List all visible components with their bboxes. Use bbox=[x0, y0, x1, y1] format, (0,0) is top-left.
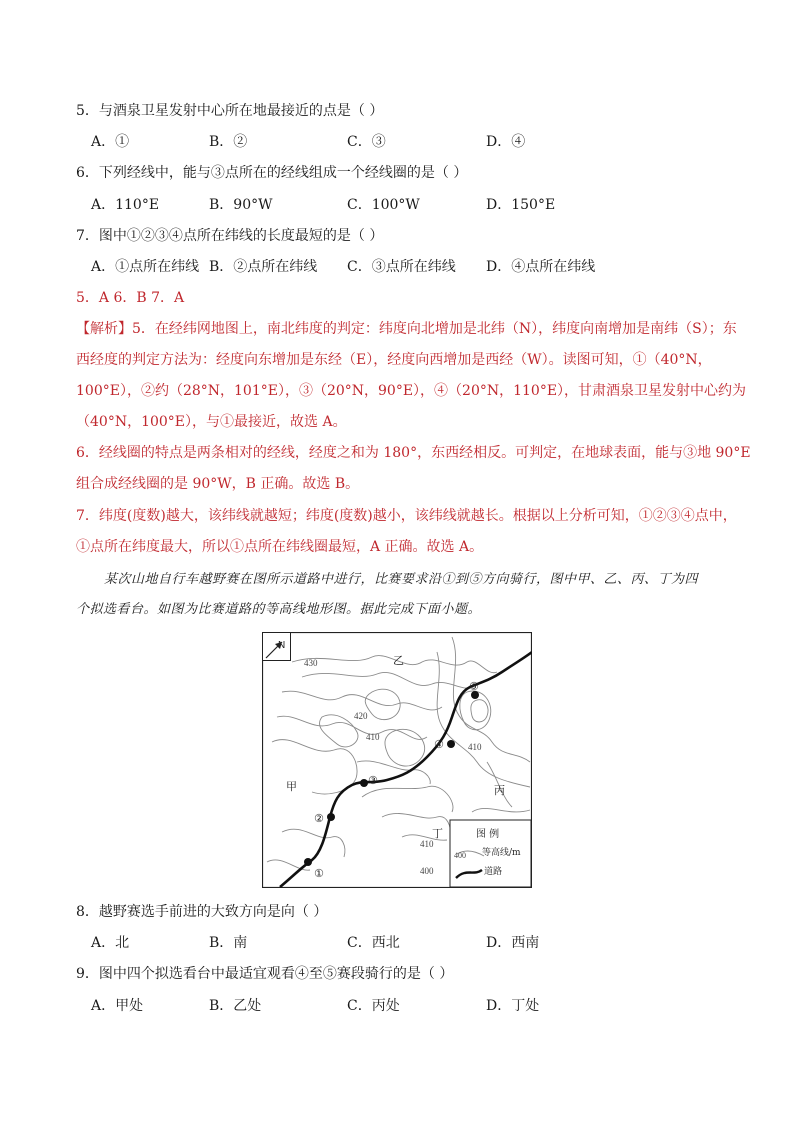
q7-option-a: A．①点所在纬线 bbox=[91, 259, 200, 275]
site-jia: 甲 bbox=[286, 780, 297, 793]
q9-option-d: D．丁处 bbox=[486, 998, 540, 1014]
contour-label-400: 400 bbox=[420, 866, 434, 876]
q8-option-b: B．南 bbox=[209, 935, 248, 951]
analysis-line-5: 6．经线圈的特点是两条相对的经线，经度之和为 180°，东西经相反。可判定，在地球表面，能与③地 90°E bbox=[76, 445, 751, 461]
passage-line-2: 个拟选看台。如图为比赛道路的等高线地形图。据此完成下面小题。 bbox=[76, 602, 482, 617]
legend-contour-value: 400 bbox=[454, 851, 466, 860]
analysis-line-7: 7．纬度(度数)越大，该纬线就越短；纬度(度数)越小，该纬线就越长。根据以上分析可知，①②③④点中， bbox=[76, 508, 737, 524]
q5-option-c: C．③ bbox=[347, 134, 386, 150]
answer-key: 5．A 6．B 7．A bbox=[76, 290, 185, 306]
question-6-stem: 6．下列经线中，能与③点所在的经线组成一个经线圈的是（ ） bbox=[76, 165, 468, 181]
point-3-label: ③ bbox=[368, 774, 378, 787]
q9-option-a: A．甲处 bbox=[91, 998, 144, 1014]
question-7-stem: 7．图中①②③④点所在纬线的长度最短的是（ ） bbox=[76, 228, 384, 244]
contour-label-430: 430 bbox=[304, 658, 318, 668]
legend-contour-label: 等高线/m bbox=[482, 848, 521, 858]
analysis-line-1: 【解析】5．在经纬网地图上，南北纬度的判定：纬度向北增加是北纬（N），纬度向南增加是南纬（S）；东 bbox=[76, 321, 737, 337]
north-label: N bbox=[278, 640, 286, 651]
map-legend bbox=[450, 820, 531, 887]
point-1-marker bbox=[304, 858, 312, 866]
analysis-line-3: 100°E），②约（28°N，101°E），③（20°N，90°E），④（20°N，110°E），甘肃酒泉卫星发射中心约为 bbox=[76, 383, 747, 399]
q7-option-c: C．③点所在纬线 bbox=[347, 259, 456, 275]
q7-option-b: B．②点所在纬线 bbox=[209, 259, 318, 275]
q6-option-c: C．100°W bbox=[347, 197, 420, 213]
legend-road-label: 道路 bbox=[484, 867, 503, 877]
point-1-label: ① bbox=[314, 867, 324, 880]
site-bing: 丙 bbox=[494, 784, 505, 797]
point-3-marker bbox=[360, 779, 368, 787]
point-4-label: ④ bbox=[434, 738, 444, 751]
q8-option-d: D．西南 bbox=[486, 935, 540, 951]
contour-label-410: 410 bbox=[468, 742, 482, 752]
q5-option-d: D．④ bbox=[486, 134, 526, 150]
q6-option-d: D．150°E bbox=[486, 197, 556, 213]
question-8-stem: 8．越野赛选手前进的大致方向是向（ ） bbox=[76, 904, 328, 920]
q7-option-d: D．④点所在纬线 bbox=[486, 259, 596, 275]
q6-option-a: A．110°E bbox=[91, 197, 160, 213]
point-5-label: ⑤ bbox=[469, 680, 479, 693]
analysis-line-2: 西经度的判定方法为：经度向东增加是东经（E），经度向西增加是西经（W）。读图可知，①（40°N， bbox=[76, 352, 712, 368]
north-arrow-icon bbox=[263, 633, 291, 661]
contour-label-410: 410 bbox=[366, 732, 380, 742]
q6-option-b: B．90°W bbox=[209, 197, 273, 213]
point-4-marker bbox=[447, 740, 455, 748]
site-ding: 丁 bbox=[432, 827, 443, 840]
analysis-line-8: ①点所在纬度最大，所以①点所在纬线圈最短，A 正确。故选 A。 bbox=[76, 539, 484, 555]
passage-line-1: 某次山地自行车越野赛在图所示道路中进行，比赛要求沿①到⑤方向骑行，图中甲、乙、丙、丁为四 bbox=[104, 572, 699, 587]
analysis-line-4: （40°N，100°E），与①最接近，故选 A。 bbox=[76, 414, 347, 430]
contour-label-420: 420 bbox=[354, 711, 368, 721]
q8-option-a: A．北 bbox=[91, 935, 130, 951]
contour-map bbox=[262, 632, 532, 888]
legend-title: 图 例 bbox=[476, 829, 500, 840]
q9-option-b: B．乙处 bbox=[209, 998, 262, 1014]
point-2-label: ② bbox=[314, 812, 324, 825]
q8-option-c: C．西北 bbox=[347, 935, 400, 951]
question-5-stem: 5．与酒泉卫星发射中心所在地最接近的点是（ ） bbox=[76, 103, 384, 119]
q5-option-a: A．① bbox=[91, 134, 130, 150]
point-2-marker bbox=[327, 813, 335, 821]
analysis-line-6: 组合成经线圈的是 90°W，B 正确。故选 B。 bbox=[76, 476, 360, 492]
site-yi: 乙 bbox=[393, 654, 404, 667]
contour-label-410: 410 bbox=[420, 839, 434, 849]
question-9-stem: 9．图中四个拟选看台中最适宜观看④至⑤赛段骑行的是（ ） bbox=[76, 966, 454, 982]
q9-option-c: C．丙处 bbox=[347, 998, 400, 1014]
q5-option-b: B．② bbox=[209, 134, 248, 150]
